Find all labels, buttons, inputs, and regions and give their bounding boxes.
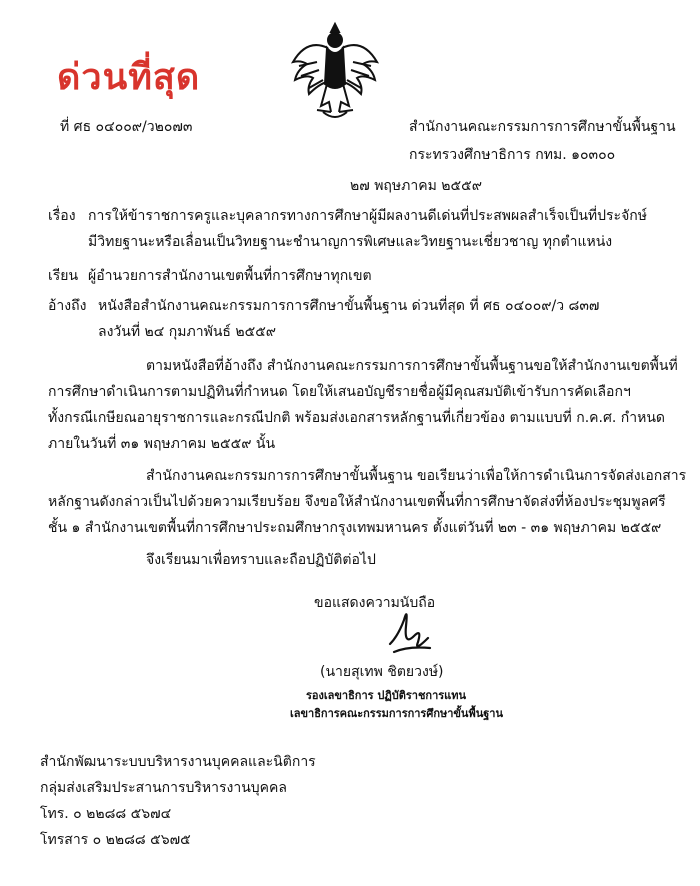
footer-fax: โทรสาร ๐ ๒๒๘๘ ๕๖๗๕ bbox=[40, 832, 191, 848]
footer-department: สำนักพัฒนาระบบบริหารงานบุคคลและนิติการ bbox=[40, 754, 316, 770]
reference-label: อ้างถึง bbox=[48, 298, 87, 314]
document-date: ๒๗ พฤษภาคม ๒๕๕๙ bbox=[350, 178, 482, 194]
body-para1-line3: ทั้งกรณีเกษียณอายุราชการและกรณีปกติ พร้อมส่งเอกสารหลักฐานที่เกี่ยวข้อง ตามแบบที่ ก.ค.ศ. กำหนด bbox=[48, 410, 665, 426]
body-closing-line: จึงเรียนมาเพื่อทราบและถือปฏิบัติต่อไป bbox=[146, 552, 376, 568]
body-para1-line4: ภายในวันที่ ๓๑ พฤษภาคม ๒๕๕๙ นั้น bbox=[48, 436, 276, 452]
handwritten-signature bbox=[384, 596, 434, 656]
recipient: ผู้อำนวยการสำนักงานเขตพื้นที่การศึกษาทุกเขต bbox=[88, 268, 372, 284]
body-para2-line3: ชั้น ๑ สำนักงานเขตพื้นที่การศึกษาประถมศึกษากรุงเทพมหานคร ตั้งแต่วันที่ ๒๓ - ๓๑ พฤษภาคม ๒๕๕๙ bbox=[48, 520, 662, 536]
signer-name: (นายสุเทพ ชิตยวงษ์) bbox=[320, 664, 444, 680]
footer-group: กลุ่มส่งเสริมประสานการบริหารงานบุคคล bbox=[40, 780, 287, 796]
garuda-emblem-icon bbox=[287, 18, 383, 126]
body-para1-line2: การศึกษาดำเนินการตามปฏิทินที่กำหนด โดยให้เสนอบัญชีรายชื่อผู้มีคุณสมบัติเข้ารับการคัดเลือกฯ bbox=[48, 384, 631, 400]
subject-line-2: มีวิทยฐานะหรือเลื่อนเป็นวิทยฐานะชำนาญการพิเศษและวิทยฐานะเชี่ยวชาญ ทุกตำแหน่ง bbox=[88, 234, 613, 250]
body-para2-line1: สำนักงานคณะกรรมการการศึกษาขั้นพื้นฐาน ขอเรียนว่าเพื่อให้การดำเนินการจัดส่งเอกสาร bbox=[146, 468, 687, 484]
reference-line-1: หนังสือสำนักงานคณะกรรมการการศึกษาขั้นพื้นฐาน ด่วนที่สุด ที่ ศธ ๐๔๐๐๙/ว ๘๓๗ bbox=[98, 298, 600, 314]
subject-label: เรื่อง bbox=[48, 208, 76, 224]
reference-line-2: ลงวันที่ ๒๔ กุมภาพันธ์ ๒๕๕๙ bbox=[98, 324, 277, 340]
issuing-office: สำนักงานคณะกรรมการการศึกษาขั้นพื้นฐาน bbox=[409, 119, 676, 135]
subject-line-1: การให้ข้าราชการครูและบุคลากรทางการศึกษาผู้มีผลงานดีเด่นที่ประสพผลสำเร็จเป็นที่ประจักษ์ bbox=[88, 208, 647, 224]
to-label: เรียน bbox=[48, 268, 79, 284]
footer-telephone: โทร. ๐ ๒๒๘๘ ๕๖๗๔ bbox=[40, 806, 172, 822]
office-address: กระทรวงศึกษาธิการ กทม. ๑๐๓๐๐ bbox=[409, 147, 616, 163]
signer-position-2: เลขาธิการคณะกรรมการการศึกษาขั้นพื้นฐาน bbox=[290, 707, 503, 720]
urgency-stamp: ด่วนที่สุด bbox=[57, 57, 201, 98]
body-para2-line2: หลักฐานดังกล่าวเป็นไปด้วยความเรียบร้อย จึงขอให้สำนักงานเขตพื้นที่การศึกษาจัดส่งที่ห้องประชุมพูลศรี bbox=[48, 494, 666, 510]
body-para1-line1: ตามหนังสือที่อ้างถึง สำนักงานคณะกรรมการการศึกษาขั้นพื้นฐานขอให้สำนักงานเขตพื้นที่ bbox=[146, 358, 678, 374]
document-ref-number: ที่ ศธ ๐๔๐๐๙/ว๒๐๗๓ bbox=[60, 119, 193, 135]
regards: ขอแสดงความนับถือ bbox=[314, 595, 436, 611]
signer-position-1: รองเลขาธิการ ปฏิบัติราชการแทน bbox=[306, 689, 467, 702]
